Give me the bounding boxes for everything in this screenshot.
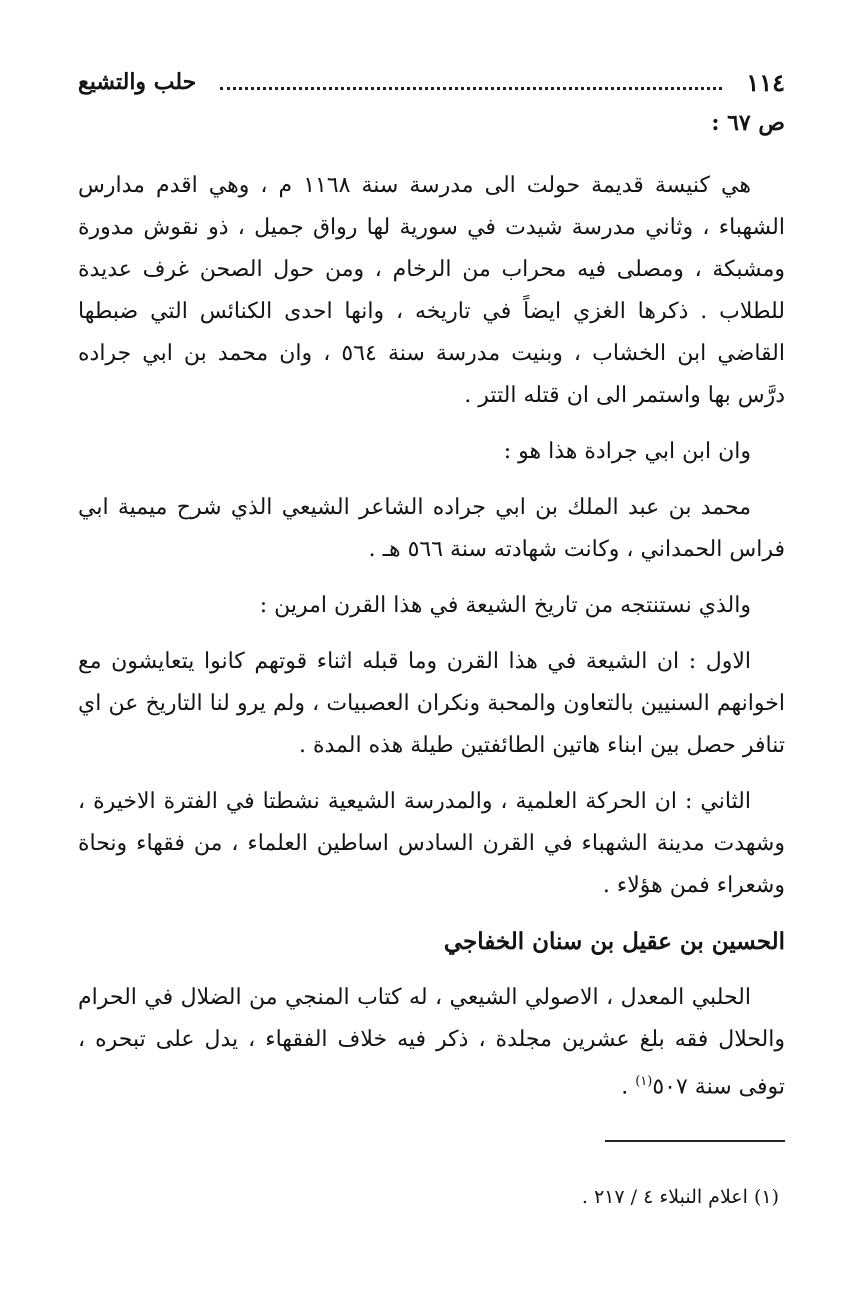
paragraph: الاول : ان الشيعة في هذا القرن وما قبله اثناء قوتهم كانوا يتعايشون مع اخوانهم السنيين بالتعاون والمحبة ونكران العصبيات ، ولم يرو لنا التاريخ عن اي تنافر حصل بين ابناء هاتين الطائفتين طيلة هذه المدة . [78, 649, 785, 758]
paragraph: والذي نستنتجه من تاريخ الشيعة في هذا القرن امرين : [259, 593, 751, 618]
footnote-marker: (١) [635, 1074, 653, 1089]
section-heading: الحسين بن عقيل بن سنان الخفاجي [443, 928, 785, 955]
paragraph: محمد بن عبد الملك بن ابي جراده الشاعر الشيعي الذي شرح ميمية ابي فراس الحمداني ، وكانت شهادته سنة ٥٦٦ هـ . [78, 495, 785, 562]
footnote-divider [605, 1140, 785, 1142]
paragraph: هي كنيسة قديمة حولت الى مدرسة سنة ١١٦٨ م ، وهي اقدم مدارس الشهباء ، وثاني مدرسة شيدت في سورية لها رواق جميل ، ذو نقوش مدورة ومشبكة ، ومصلى فيه محراب من الرخام ، ومن حول الصحن غرف عديدة للطلاب . ذكرها الغزي ايضاً في تاريخه ، وانها احدى الكنائس التي ضبطها القاضي ابن الخشاب ، وبنيت مدرسة سنة ٥٦٤ ، وان محمد بن ابي جراده درَّس بها واستمر الى ان قتله التتر . [78, 173, 786, 408]
page-reference: ص ٦٧ : [711, 110, 785, 136]
running-title: حلب والتشيع [78, 69, 197, 95]
paragraph: وان ابن ابي جرادة هذا هو : [503, 439, 751, 464]
footnote: (١) اعلام النبلاء ٤ / ٢١٧ . [581, 1186, 779, 1208]
section-paragraph-text: الحلبي المعدل ، الاصولي الشيعي ، له كتاب المنجي من الضلال في الحرام والحلال فقه بلغ عشرين مجلدة ، ذكر فيه خلاف الفقهاء ، يدل على تبحره ، توفى سنة ٥٠٧ [78, 985, 785, 1100]
paragraph: الثاني : ان الحركة العلمية ، والمدرسة الشيعية نشطتا في الفترة الاخيرة ، وشهدت مدينة الشهباء في القرن السادس اساطين العلماء ، من فقهاء ونحاة وشعراء فمن هؤلاء . [78, 789, 785, 898]
page-header [78, 62, 785, 102]
page-number: ١١٤ [746, 67, 785, 97]
section-paragraph-end: . [621, 1074, 636, 1100]
body-text [78, 165, 785, 1122]
section-paragraph [78, 977, 785, 1108]
header-dotted-leader [220, 87, 722, 90]
